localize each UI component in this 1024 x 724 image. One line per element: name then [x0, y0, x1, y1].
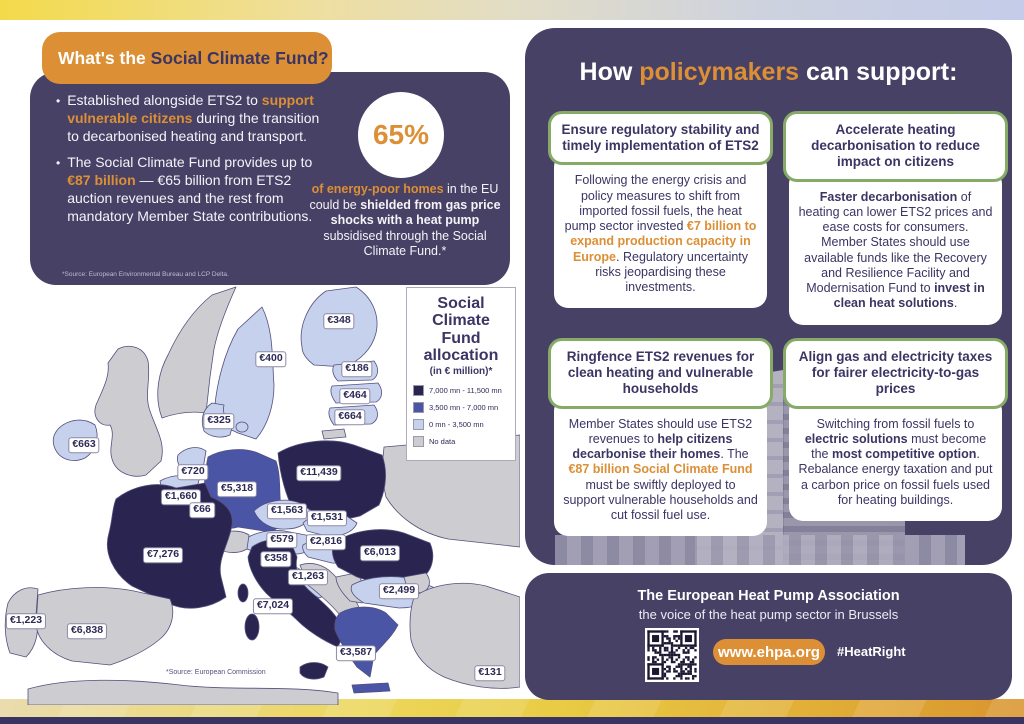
text-segment: most competitive option — [831, 447, 977, 462]
card-title: Align gas and electricity taxes for fairer electricity-to-gas prices — [783, 338, 1008, 409]
country-shape-crete — [352, 683, 390, 693]
map-legend — [406, 287, 516, 461]
legend-subtitle: (in € million)* — [429, 366, 493, 378]
text-segment: . — [953, 296, 958, 311]
qr-pattern — [645, 628, 699, 682]
panel-title — [525, 58, 1012, 87]
headline-tab — [42, 32, 332, 84]
country-shape-sicily — [300, 663, 328, 680]
map-value-label: €325 — [203, 413, 234, 429]
legend-swatch-gray — [413, 436, 424, 447]
map-value-label: €6,838 — [67, 623, 107, 639]
map-value-label: €131 — [474, 665, 505, 681]
map-value-label: €720 — [177, 464, 208, 480]
country-shape-uk — [95, 346, 162, 476]
hashtag-label: #HeatRight — [837, 644, 906, 659]
website-url: www.ehpa.org — [718, 643, 820, 661]
map-value-label: €664 — [334, 409, 365, 425]
legend-item — [413, 419, 509, 430]
legend-swatch-dark — [413, 385, 424, 396]
policymakers-panel — [525, 28, 1012, 565]
map-value-label: €7,024 — [253, 598, 293, 614]
legend-items — [413, 385, 509, 447]
legend-label: 7,000 mn - 11,500 mn — [429, 386, 502, 396]
text-segment: help citizens decarbonise their homes — [572, 431, 733, 462]
text-segment: — €65 billion from ETS2 auction revenues and the rest from mandatory Member State contributions. — [67, 172, 313, 224]
map-value-label: €1,263 — [288, 569, 328, 585]
text-segment: €87 billion — [67, 172, 136, 189]
text-segment: Faster decarbonisation — [819, 189, 958, 204]
card-body — [554, 397, 767, 537]
text-segment: support vulnerable citizens — [67, 92, 314, 126]
social-climate-fund-panel — [30, 72, 510, 285]
text-segment: invest in clean heat solutions — [833, 281, 985, 311]
text-segment: Switching from fossil fuels to — [816, 416, 975, 431]
map-value-label: €11,439 — [296, 465, 341, 481]
card-title: Ensure regulatory stability and timely implementation of ETS2 — [548, 111, 773, 165]
country-shape-kaliningrad — [322, 429, 346, 439]
text-segment: subsidised through the Social Climate Fund.* — [323, 228, 487, 258]
bullet-text — [67, 92, 328, 145]
text-segment: must be swiftly deployed to support vulnerable households and cut fossil fuel use. — [563, 477, 758, 523]
map-value-label: €1,531 — [307, 510, 347, 526]
bullet-text — [67, 154, 328, 225]
text-segment: . The — [720, 447, 749, 462]
ehpa-footer-box — [525, 573, 1012, 700]
text-segment: What's the — [58, 47, 151, 68]
stat-text — [302, 182, 508, 260]
card-title: Accelerate heating decarbonisation to reduce impact on citizens — [783, 111, 1008, 182]
org-name: The European Heat Pump Association — [637, 588, 900, 604]
map-value-label: €348 — [323, 313, 354, 329]
text-segment: policymakers — [639, 58, 800, 86]
card-body — [789, 397, 1002, 522]
legend-label: No data — [429, 437, 456, 447]
card-title: Ringfence ETS2 revenues for clean heating and vulnerable households — [548, 338, 773, 409]
bullet-item — [56, 92, 328, 145]
map-value-label: €7,276 — [143, 547, 183, 563]
text-segment: The Social Climate Fund provides up to — [67, 154, 313, 171]
map-source-note: *Source: European Commission — [166, 669, 266, 676]
building-base — [555, 535, 965, 565]
map-value-label: €2,816 — [306, 534, 346, 550]
map-value-label: €186 — [341, 361, 372, 377]
legend-swatch-light — [413, 419, 424, 430]
card-align-taxes — [783, 338, 1008, 521]
card-body — [554, 153, 767, 308]
bullet-dot: • — [56, 156, 61, 171]
panel-source-note: *Source: European Environmental Bureau and LCP Delta. — [62, 271, 229, 278]
card-ringfence-revenues — [548, 338, 773, 536]
headline-text — [58, 48, 329, 69]
country-shape-greece — [335, 607, 398, 677]
card-body — [789, 170, 1002, 325]
map-value-label: €1,563 — [267, 503, 307, 519]
text-segment: during the transition to decarbonised heating and transport. — [67, 109, 320, 144]
map-value-label: €5,318 — [217, 481, 257, 497]
text-segment: How — [579, 58, 640, 86]
country-shape-sardinia — [245, 614, 259, 640]
text-segment: can support: — [799, 58, 958, 86]
org-tagline: the voice of the heat pump sector in Brussels — [638, 607, 899, 622]
map-value-label: €579 — [266, 532, 297, 548]
legend-item — [413, 402, 509, 413]
text-segment: €87 billion Social Climate Fund — [568, 462, 753, 477]
text-segment: €7 billion to expand production capacity in Europe — [570, 219, 757, 264]
card-regulatory-stability — [548, 111, 773, 308]
stat-percent: 65% — [372, 119, 430, 150]
map-value-label: €464 — [339, 388, 370, 404]
text-segment: Following the energy crisis and policy measures to shift from imported fossil fuels, the heat pump sector invested — [564, 173, 747, 234]
text-segment: of heating can lower ETS2 prices and ease costs for consumers. Member States should use available funds like the Recovery and Resilience Facility and Modernisation Fund to — [798, 189, 993, 296]
legend-label: 3,500 mn - 7,000 mn — [429, 403, 499, 413]
top-gradient-bar — [0, 0, 1024, 20]
text-segment: Member States should use ETS2 revenues to — [568, 416, 753, 446]
stat-circle — [358, 92, 444, 178]
text-segment: . Rebalance energy taxation and put a carbon price on fossil fuels used for heating buildings. — [798, 447, 993, 507]
text-segment: . Regulatory uncertainty risks jeopardising these investments. — [595, 249, 749, 295]
map-value-label: €1,660 — [161, 489, 201, 505]
text-segment: in the EU could be — [309, 182, 499, 212]
map-value-label: €400 — [255, 351, 286, 367]
text-segment: electric solutions — [804, 431, 908, 446]
legend-item — [413, 436, 509, 447]
legend-item — [413, 385, 509, 396]
bullet-dot: • — [56, 94, 61, 108]
text-segment: Established alongside ETS2 to — [67, 92, 262, 108]
legend-swatch-medium — [413, 402, 424, 413]
map-value-label: €663 — [68, 437, 99, 453]
text-segment: of energy-poor homes — [311, 182, 444, 196]
map-value-label: €1,223 — [6, 613, 46, 629]
card-accelerate-decarbonisation — [783, 111, 1008, 325]
country-shape-corsica — [238, 584, 248, 602]
text-segment: shielded from gas price shocks with a heat pump — [330, 197, 501, 227]
map-value-label: €3,587 — [336, 645, 376, 661]
bottom-navy-strip — [0, 717, 1024, 724]
legend-title: Social Climate Fund allocation — [423, 295, 499, 364]
bullet-item — [56, 154, 328, 225]
map-value-label: €2,499 — [379, 583, 419, 599]
qr-code — [645, 628, 699, 682]
text-segment: Social Climate Fund? — [150, 47, 329, 68]
map-value-label: €6,013 — [360, 545, 400, 561]
legend-label: 0 mn - 3,500 mn — [429, 420, 484, 430]
map-value-label: €66 — [189, 502, 215, 518]
europe-allocation-map — [0, 285, 520, 705]
website-button[interactable] — [713, 639, 825, 665]
bullet-list — [56, 92, 328, 234]
text-segment: must become the — [811, 431, 987, 462]
country-shape-denmark-island — [236, 422, 248, 432]
country-shape-north-africa — [28, 680, 338, 705]
map-value-label: €358 — [260, 551, 291, 567]
